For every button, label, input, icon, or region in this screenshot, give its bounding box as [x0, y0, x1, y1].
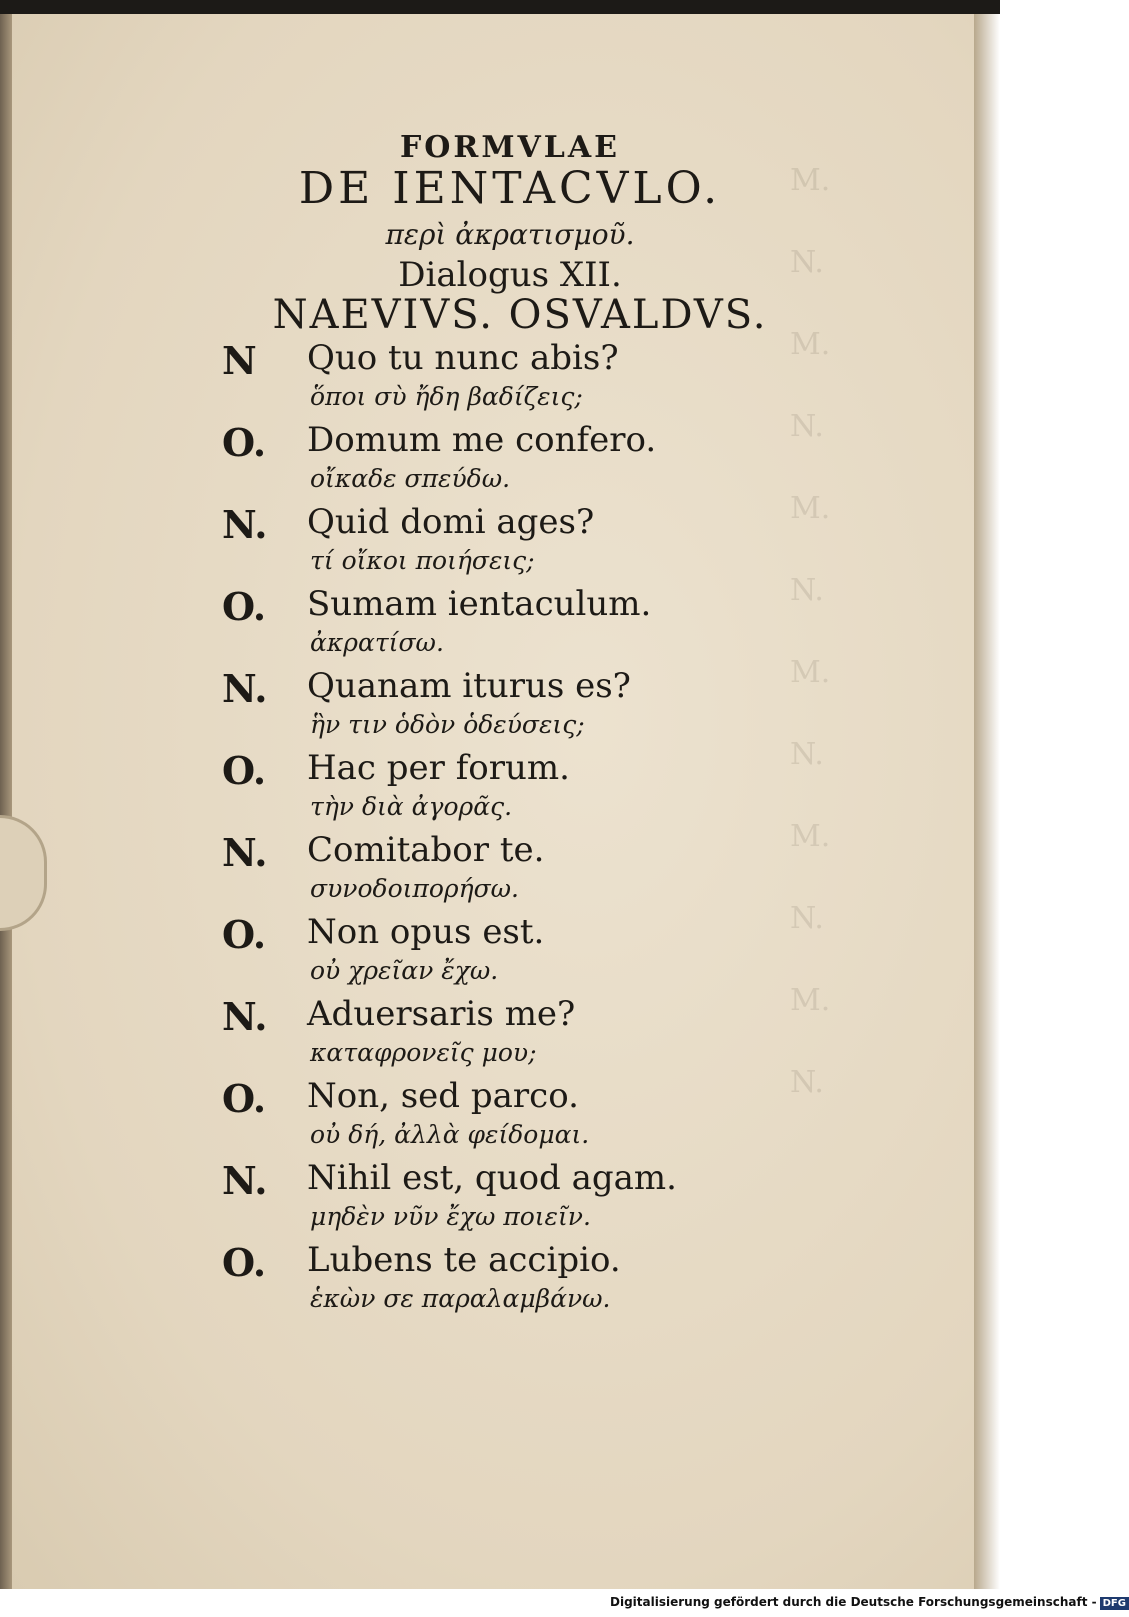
greek-text: ἑκὼν σε παραλαμβάνω.	[310, 1284, 611, 1313]
dialogus-number: Dialogus XII.	[398, 255, 622, 295]
book-spine	[0, 14, 12, 1589]
speaker-mark: N.	[222, 502, 268, 547]
greek-text: ἀκρατίσω.	[310, 628, 444, 657]
speaker-mark: O.	[222, 748, 267, 793]
speaker-mark: N	[222, 338, 257, 383]
greek-text: ὅποι σὺ ἤδη βαδίζεις;	[310, 382, 583, 411]
dialogue-line	[222, 748, 782, 828]
speaker-mark: O.	[222, 1240, 267, 1285]
header-formulae: FORMVLAE	[399, 130, 621, 165]
greek-text: συνοδοιπορήσω.	[310, 874, 519, 903]
latin-text: Hac per forum.	[307, 748, 570, 788]
latin-text: Domum me confero.	[307, 420, 657, 460]
dialogue-line	[222, 1076, 782, 1156]
dfg-logo: DFG	[1100, 1597, 1129, 1610]
latin-text: Non, sed parco.	[307, 1076, 579, 1116]
speaker-mark: N.	[222, 666, 268, 711]
speakers-heading: NAEVIVS. OSVALDVS.	[272, 292, 768, 338]
page-title: DE IENTACVLO.	[298, 163, 722, 214]
show-through-bleed: M. N. M. N. M. N. M. N. M. N. M. N.	[790, 163, 831, 1100]
speaker-mark: N.	[222, 830, 268, 875]
latin-text: Quanam iturus es?	[307, 666, 631, 706]
greek-text: οὐ χρεῖαν ἔχω.	[310, 956, 499, 985]
greek-text: οἴκαδε σπεύδω.	[310, 464, 511, 493]
speaker-mark: O.	[222, 584, 267, 629]
greek-text: καταφρονεῖς μου;	[310, 1038, 537, 1067]
latin-text: Lubens te accipio.	[307, 1240, 621, 1280]
latin-text: Quid domi ages?	[307, 502, 595, 542]
dialogue-line	[222, 1158, 782, 1238]
dialogue-line	[222, 666, 782, 746]
dialogue-line	[222, 912, 782, 992]
dialogue-line	[222, 830, 782, 910]
greek-title: περὶ ἀκρατισμοῦ.	[385, 218, 635, 251]
dialogue-line	[222, 1240, 782, 1320]
latin-text: Non opus est.	[307, 912, 545, 952]
latin-text: Comitabor te.	[307, 830, 545, 870]
footer-text: Digitalisierung gefördert durch die Deutsche Forschungsgemeinschaft -	[610, 1595, 1097, 1609]
dialogue-line	[222, 502, 782, 582]
speaker-mark: O.	[222, 420, 267, 465]
greek-text: οὐ δή, ἀλλὰ φείδομαι.	[310, 1120, 590, 1149]
scan-border-top	[0, 0, 1000, 14]
footer-credit	[610, 1595, 1126, 1615]
page-edge	[974, 14, 1000, 1589]
dialogue-line	[222, 584, 782, 664]
latin-text: Quo tu nunc abis?	[307, 338, 619, 378]
latin-text: Sumam ientaculum.	[307, 584, 652, 624]
dialogue-line	[222, 994, 782, 1074]
speaker-mark: O.	[222, 1076, 267, 1121]
speaker-mark: N.	[222, 1158, 268, 1203]
latin-text: Aduersaris me?	[307, 994, 576, 1034]
dialogue-line	[222, 338, 782, 418]
latin-text: Nihil est, quod agam.	[307, 1158, 677, 1198]
greek-text: τί οἴκοι ποιήσεις;	[310, 546, 535, 575]
dialogue-line	[222, 420, 782, 500]
speaker-mark: N.	[222, 994, 268, 1039]
greek-text: μηδὲν νῦν ἔχω ποιεῖν.	[310, 1202, 591, 1231]
speaker-mark: O.	[222, 912, 267, 957]
greek-text: τὴν διὰ ἀγορᾶς.	[310, 792, 513, 821]
greek-text: ἣν τιν ὁδὸν ὁδεύσεις;	[310, 710, 585, 739]
